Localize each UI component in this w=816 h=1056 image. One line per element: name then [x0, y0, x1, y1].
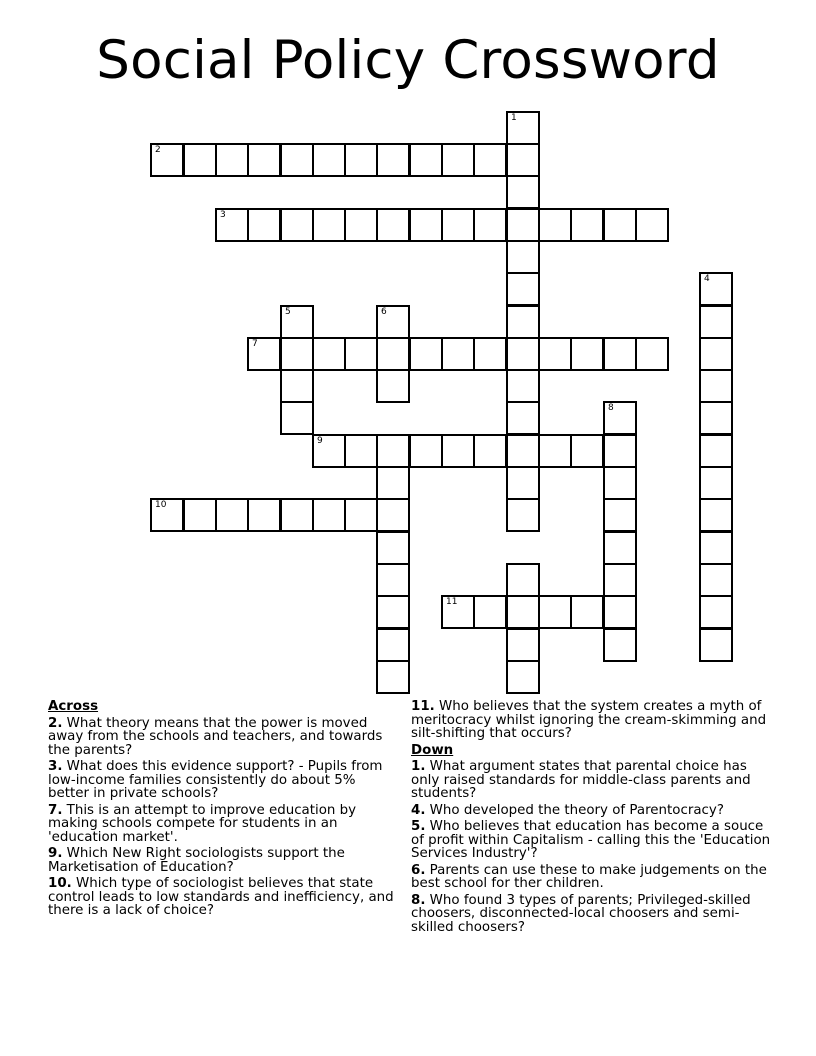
grid-cell[interactable]: [506, 369, 540, 403]
grid-cell[interactable]: [473, 143, 507, 177]
grid-cell[interactable]: [473, 208, 507, 242]
grid-cell[interactable]: [376, 531, 410, 565]
grid-cell[interactable]: [183, 498, 217, 532]
clue-item: [48, 717, 400, 758]
grid-cell[interactable]: [183, 143, 217, 177]
grid-cell[interactable]: [538, 337, 572, 371]
grid-cell[interactable]: [603, 434, 637, 468]
across-heading: Across: [48, 699, 99, 714]
grid-cell[interactable]: [280, 143, 314, 177]
grid-cell[interactable]: [376, 208, 410, 242]
clue-text: This is an attempt to improve education by making schools compete for students in an 'education market'.: [48, 802, 357, 845]
grid-cell[interactable]: [344, 337, 378, 371]
grid-cell[interactable]: [150, 143, 184, 177]
grid-cell[interactable]: [603, 337, 637, 371]
grid-cell[interactable]: [538, 208, 572, 242]
grid-cell[interactable]: [603, 628, 637, 662]
grid-cell[interactable]: [699, 272, 733, 306]
grid-cell[interactable]: [538, 434, 572, 468]
grid-cell[interactable]: [506, 563, 540, 597]
clue-text: Who found 3 types of parents; Privileged-skilled choosers, disconnected-local choosers and semi-skilled choosers?: [411, 892, 751, 935]
grid-cell[interactable]: [247, 498, 281, 532]
clue-item: [48, 877, 400, 918]
grid-cell[interactable]: [603, 401, 637, 435]
clue-number-label: 1: [511, 113, 517, 123]
grid-cell[interactable]: [506, 660, 540, 694]
grid-cell[interactable]: [699, 595, 733, 629]
grid-cell[interactable]: [699, 531, 733, 565]
grid-cell[interactable]: [441, 208, 475, 242]
clue-item: [48, 804, 400, 845]
grid-cell[interactable]: [635, 208, 669, 242]
clue-number: 8.: [411, 892, 426, 908]
clue-number-label: 2: [155, 145, 161, 155]
grid-cell[interactable]: [441, 595, 475, 629]
grid-cell[interactable]: [603, 466, 637, 500]
grid-cell[interactable]: [376, 434, 410, 468]
grid-cell[interactable]: [150, 498, 184, 532]
grid-cell[interactable]: [506, 175, 540, 209]
clue-number-label: 9: [317, 436, 323, 446]
grid-cell[interactable]: [699, 563, 733, 597]
grid-cell[interactable]: [312, 434, 346, 468]
grid-cell[interactable]: [215, 143, 249, 177]
grid-cell[interactable]: [312, 143, 346, 177]
grid-cell[interactable]: [376, 498, 410, 532]
grid-cell[interactable]: [376, 628, 410, 662]
grid-cell[interactable]: [506, 305, 540, 339]
grid-cell[interactable]: [312, 208, 346, 242]
grid-cell[interactable]: [409, 434, 443, 468]
grid-cell[interactable]: [699, 337, 733, 371]
clues-left-column: [48, 700, 400, 921]
grid-cell[interactable]: [473, 434, 507, 468]
grid-cell[interactable]: [215, 498, 249, 532]
clue-item: [411, 700, 771, 741]
grid-cell[interactable]: [699, 369, 733, 403]
clue-number: 9.: [48, 846, 63, 861]
grid-cell[interactable]: [699, 305, 733, 339]
clue-number: 11.: [411, 699, 435, 714]
grid-cell[interactable]: [280, 305, 314, 339]
grid-cell[interactable]: [376, 337, 410, 371]
grid-cell[interactable]: [603, 595, 637, 629]
clue-text: What theory means that the power is moved away from the schools and teachers, and towards the parents?: [48, 715, 383, 758]
clue-number-label: 7: [252, 339, 258, 349]
grid-cell[interactable]: [376, 563, 410, 597]
clue-item: [411, 894, 771, 935]
grid-cell[interactable]: [441, 143, 475, 177]
grid-cell[interactable]: [344, 498, 378, 532]
grid-cell[interactable]: [247, 337, 281, 371]
grid-cell[interactable]: [699, 401, 733, 435]
clue-number: 5.: [411, 819, 426, 834]
grid-cell[interactable]: [506, 434, 540, 468]
grid-cell[interactable]: [506, 466, 540, 500]
grid-cell[interactable]: [344, 208, 378, 242]
clue-item: [411, 820, 771, 861]
grid-cell[interactable]: [506, 498, 540, 532]
clue-text: Which type of sociologist believes that state control leads to low standards and inefficiency, and there is a lack of choice?: [48, 876, 394, 918]
clues-right-column: [411, 700, 771, 937]
grid-cell[interactable]: [570, 595, 604, 629]
grid-cell[interactable]: [312, 498, 346, 532]
grid-cell[interactable]: [441, 337, 475, 371]
grid-cell[interactable]: [376, 660, 410, 694]
grid-cell[interactable]: [506, 208, 540, 242]
grid-cell[interactable]: [506, 272, 540, 306]
grid-cell[interactable]: [570, 208, 604, 242]
grid-cell[interactable]: [344, 434, 378, 468]
page-title: Social Policy Crossword: [96, 30, 720, 91]
clue-item: [48, 760, 400, 801]
grid-cell[interactable]: [473, 595, 507, 629]
clue-text: Which New Right sociologists support the Marketisation of Education?: [48, 846, 345, 875]
clue-number: 10.: [48, 876, 72, 891]
clue-number-label: 3: [220, 210, 226, 220]
clue-number-label: 8: [608, 403, 614, 413]
clue-number: 2.: [48, 715, 63, 731]
grid-cell[interactable]: [280, 337, 314, 371]
grid-cell[interactable]: [635, 337, 669, 371]
grid-cell[interactable]: [506, 337, 540, 371]
grid-cell[interactable]: [312, 337, 346, 371]
grid-cell[interactable]: [409, 208, 443, 242]
clue-number-label: 6: [381, 307, 387, 317]
down-heading: Down: [411, 742, 454, 758]
clue-number-label: 5: [285, 307, 291, 317]
clue-number: 1.: [411, 759, 426, 774]
clue-item: [411, 804, 771, 818]
grid-cell[interactable]: [603, 208, 637, 242]
grid-cell[interactable]: [506, 628, 540, 662]
clue-number: 6.: [411, 862, 426, 878]
grid-cell[interactable]: [441, 434, 475, 468]
clue-text: Who believes that the system creates a myth of meritocracy whilst ignoring the cream-skimming and silt-shifting that occurs?: [411, 699, 767, 741]
clue-text: What does this evidence support? - Pupils from low-income families consistently do about 5% better in private schools?: [48, 759, 383, 801]
grid-cell[interactable]: [506, 401, 540, 435]
grid-cell[interactable]: [506, 143, 540, 177]
down-clue-list: [411, 760, 771, 934]
grid-cell[interactable]: [570, 434, 604, 468]
grid-cell[interactable]: [603, 563, 637, 597]
clue-number-label: 11: [446, 597, 458, 607]
grid-cell[interactable]: [376, 305, 410, 339]
clue-number: 4.: [411, 802, 426, 818]
clue-text: What argument states that parental choice has only raised standards for middle-class parents and students?: [411, 759, 751, 801]
grid-cell[interactable]: [506, 595, 540, 629]
grid-cell[interactable]: [699, 628, 733, 662]
clue-number-label: 4: [704, 274, 710, 284]
grid-cell[interactable]: [344, 143, 378, 177]
grid-cell[interactable]: [247, 143, 281, 177]
clue-text: Who believes that education has become a souce of profit within Capitalism - calling this the 'Education Services Industry'?: [411, 819, 771, 861]
grid-cell[interactable]: [699, 434, 733, 468]
grid-cell[interactable]: [409, 143, 443, 177]
grid-cell[interactable]: [280, 369, 314, 403]
grid-cell[interactable]: [376, 595, 410, 629]
grid-cell[interactable]: [409, 337, 443, 371]
across-clue-list: [48, 717, 400, 918]
clue-number-label: 10: [155, 500, 167, 510]
grid-cell[interactable]: [247, 208, 281, 242]
clue-text: Who developed the theory of Parentocracy?: [425, 802, 724, 818]
grid-cell[interactable]: [215, 208, 249, 242]
grid-cell[interactable]: [699, 498, 733, 532]
grid-cell[interactable]: [699, 466, 733, 500]
clue-item: [411, 760, 771, 801]
grid-cell[interactable]: [603, 498, 637, 532]
grid-cell[interactable]: [376, 369, 410, 403]
grid-cell[interactable]: [376, 466, 410, 500]
clue-number: 7.: [48, 802, 63, 818]
grid-cell[interactable]: [538, 595, 572, 629]
grid-cell[interactable]: [506, 111, 540, 145]
clue-text: Parents can use these to make judgements on the best school for ther children.: [411, 862, 767, 891]
grid-cell[interactable]: [376, 143, 410, 177]
grid-cell[interactable]: [473, 337, 507, 371]
grid-cell[interactable]: [280, 498, 314, 532]
grid-cell[interactable]: [603, 531, 637, 565]
clue-number: 3.: [48, 759, 63, 774]
grid-cell[interactable]: [506, 240, 540, 274]
grid-cell[interactable]: [280, 208, 314, 242]
clue-item: [411, 864, 771, 891]
across-continued-list: [411, 700, 771, 741]
clue-item: [48, 847, 400, 874]
grid-cell[interactable]: [570, 337, 604, 371]
grid-cell[interactable]: [280, 401, 314, 435]
